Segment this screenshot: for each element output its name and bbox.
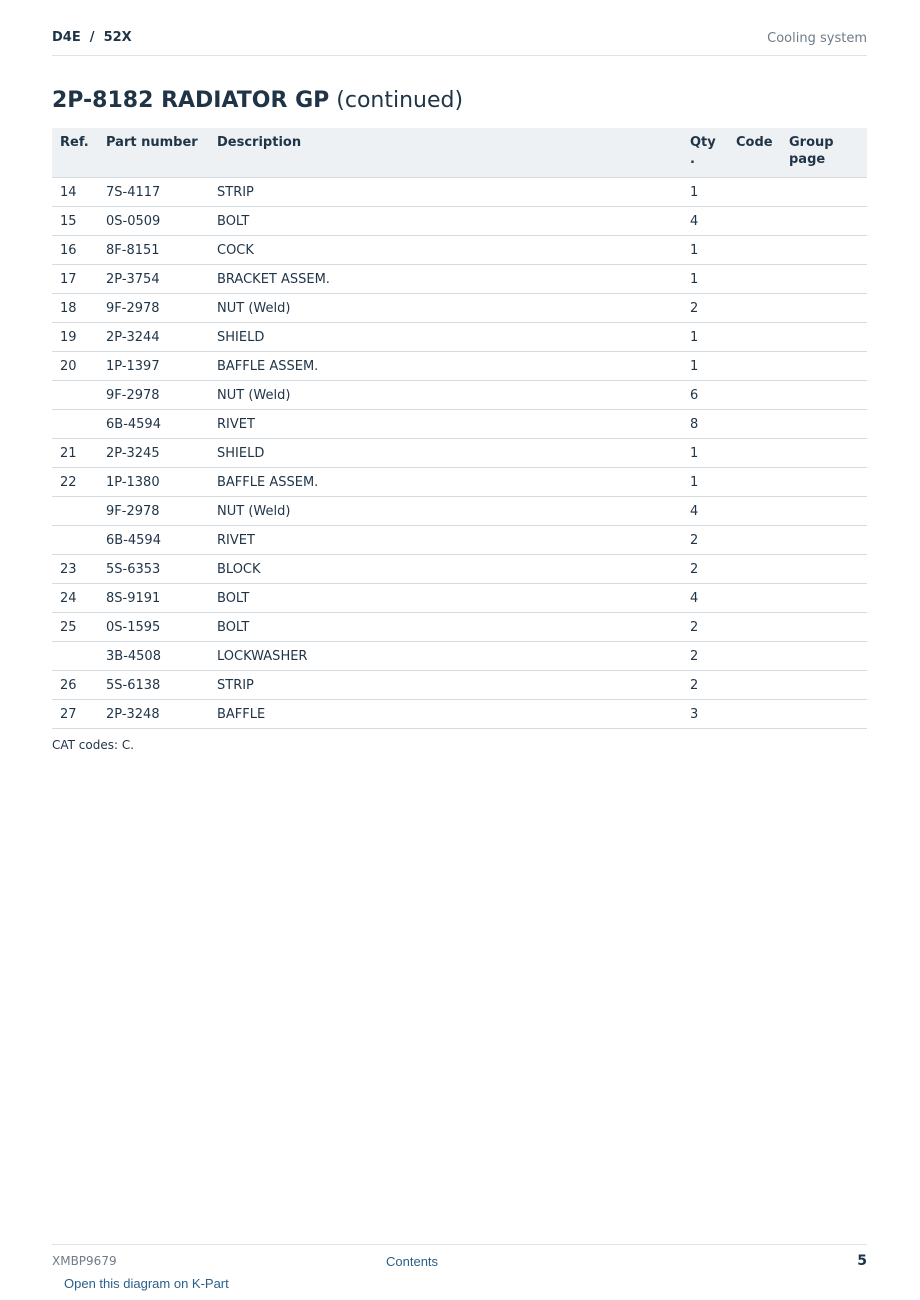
cell-description: BAFFLE — [209, 700, 682, 729]
cell-description: BOLT — [209, 584, 682, 613]
header-part-number: Part number — [98, 128, 209, 178]
header-group-page-line2: page — [789, 152, 826, 167]
cell-ref — [52, 410, 98, 439]
table-row — [52, 642, 867, 671]
cell-ref: 14 — [52, 178, 98, 207]
cell-qty: 1 — [682, 178, 728, 207]
header-qty-line1: Qty — [690, 135, 716, 150]
cell-part-number: 9F-2978 — [98, 381, 209, 410]
cell-qty: 2 — [682, 555, 728, 584]
cell-part-number: 9F-2978 — [98, 294, 209, 323]
table-row — [52, 236, 867, 265]
cell-description: COCK — [209, 236, 682, 265]
table-row — [52, 323, 867, 352]
parts-table-body — [52, 178, 867, 729]
cell-part-number: 5S-6353 — [98, 555, 209, 584]
cell-ref: 24 — [52, 584, 98, 613]
model-breadcrumb: D4E / 52X — [52, 30, 132, 45]
cell-qty: 2 — [682, 642, 728, 671]
cell-ref: 19 — [52, 323, 98, 352]
cell-code — [728, 642, 781, 671]
cell-group-page — [781, 613, 867, 642]
cell-ref: 15 — [52, 207, 98, 236]
cell-code — [728, 207, 781, 236]
cell-part-number: 8S-9191 — [98, 584, 209, 613]
cell-description: STRIP — [209, 671, 682, 700]
page-header — [52, 28, 867, 56]
table-row — [52, 352, 867, 381]
cell-group-page — [781, 352, 867, 381]
cell-description: BRACKET ASSEM. — [209, 265, 682, 294]
table-row — [52, 613, 867, 642]
cell-group-page — [781, 468, 867, 497]
cell-code — [728, 294, 781, 323]
cell-description: STRIP — [209, 178, 682, 207]
cell-ref — [52, 381, 98, 410]
cell-group-page — [781, 294, 867, 323]
cell-part-number: 1P-1397 — [98, 352, 209, 381]
cell-qty: 3 — [682, 700, 728, 729]
cell-code — [728, 555, 781, 584]
cell-ref — [52, 642, 98, 671]
cell-qty: 1 — [682, 323, 728, 352]
cell-ref: 26 — [52, 671, 98, 700]
header-qty — [682, 128, 728, 178]
cell-ref: 27 — [52, 700, 98, 729]
parts-table — [52, 128, 867, 729]
cell-part-number: 8F-8151 — [98, 236, 209, 265]
cell-code — [728, 700, 781, 729]
table-row — [52, 265, 867, 294]
cell-description: NUT (Weld) — [209, 497, 682, 526]
cell-group-page — [781, 381, 867, 410]
cell-ref: 17 — [52, 265, 98, 294]
cell-part-number: 2P-3754 — [98, 265, 209, 294]
cell-code — [728, 178, 781, 207]
title-main: 2P-8182 RADIATOR GP — [52, 88, 330, 113]
cell-group-page — [781, 439, 867, 468]
cell-ref: 23 — [52, 555, 98, 584]
cell-description: RIVET — [209, 526, 682, 555]
table-row — [52, 439, 867, 468]
header-qty-line2: . — [690, 152, 695, 167]
page-title — [52, 88, 463, 113]
cell-code — [728, 323, 781, 352]
cell-group-page — [781, 236, 867, 265]
cell-code — [728, 526, 781, 555]
cell-group-page — [781, 555, 867, 584]
cell-description: NUT (Weld) — [209, 294, 682, 323]
cell-part-number: 9F-2978 — [98, 497, 209, 526]
cell-group-page — [781, 642, 867, 671]
cell-description: BAFFLE ASSEM. — [209, 352, 682, 381]
cell-part-number: 2P-3248 — [98, 700, 209, 729]
document-id: XMBP9679 — [52, 1254, 117, 1268]
cell-ref: 25 — [52, 613, 98, 642]
table-row — [52, 497, 867, 526]
cell-part-number: 6B-4594 — [98, 410, 209, 439]
cell-group-page — [781, 323, 867, 352]
cell-code — [728, 352, 781, 381]
cell-group-page — [781, 265, 867, 294]
header-description: Description — [209, 128, 682, 178]
table-row — [52, 555, 867, 584]
cell-code — [728, 497, 781, 526]
cell-part-number: 5S-6138 — [98, 671, 209, 700]
page-number: 5 — [857, 1253, 867, 1269]
cell-ref: 20 — [52, 352, 98, 381]
cell-qty: 1 — [682, 468, 728, 497]
cell-group-page — [781, 584, 867, 613]
cell-code — [728, 381, 781, 410]
cell-code — [728, 671, 781, 700]
cell-code — [728, 613, 781, 642]
cell-code — [728, 410, 781, 439]
cell-part-number: 7S-4117 — [98, 178, 209, 207]
cell-group-page — [781, 671, 867, 700]
cell-ref: 18 — [52, 294, 98, 323]
cell-part-number: 2P-3244 — [98, 323, 209, 352]
table-row — [52, 671, 867, 700]
header-group-page-line1: Group — [789, 135, 834, 150]
cell-group-page — [781, 207, 867, 236]
cell-ref: 22 — [52, 468, 98, 497]
cell-description: RIVET — [209, 410, 682, 439]
cell-code — [728, 584, 781, 613]
cell-qty: 4 — [682, 207, 728, 236]
cell-qty: 6 — [682, 381, 728, 410]
header-group-page — [781, 128, 867, 178]
cell-part-number: 2P-3245 — [98, 439, 209, 468]
cell-part-number: 1P-1380 — [98, 468, 209, 497]
cell-part-number: 3B-4508 — [98, 642, 209, 671]
cell-ref — [52, 526, 98, 555]
cell-qty: 2 — [682, 671, 728, 700]
cell-qty: 1 — [682, 352, 728, 381]
cell-code — [728, 468, 781, 497]
cell-group-page — [781, 700, 867, 729]
table-row — [52, 410, 867, 439]
cell-ref: 21 — [52, 439, 98, 468]
cell-description: BOLT — [209, 207, 682, 236]
cell-description: LOCKWASHER — [209, 642, 682, 671]
cell-code — [728, 236, 781, 265]
cell-qty: 2 — [682, 613, 728, 642]
table-row — [52, 178, 867, 207]
section-name: Cooling system — [767, 31, 867, 46]
table-row — [52, 294, 867, 323]
cell-description: BOLT — [209, 613, 682, 642]
cell-qty: 8 — [682, 410, 728, 439]
cell-qty: 4 — [682, 584, 728, 613]
cell-description: SHIELD — [209, 323, 682, 352]
cell-group-page — [781, 497, 867, 526]
cell-qty: 2 — [682, 526, 728, 555]
cell-description: BLOCK — [209, 555, 682, 584]
cell-part-number: 0S-0509 — [98, 207, 209, 236]
table-row — [52, 700, 867, 729]
page-footer — [52, 1244, 867, 1275]
cell-part-number: 6B-4594 — [98, 526, 209, 555]
cell-qty: 1 — [682, 439, 728, 468]
cell-description: NUT (Weld) — [209, 381, 682, 410]
title-suffix: (continued) — [329, 88, 464, 113]
cell-ref: 16 — [52, 236, 98, 265]
table-row — [52, 381, 867, 410]
cell-code — [728, 265, 781, 294]
table-row — [52, 584, 867, 613]
cell-part-number: 0S-1595 — [98, 613, 209, 642]
table-header-row — [52, 128, 867, 178]
cell-qty: 1 — [682, 236, 728, 265]
table-row — [52, 207, 867, 236]
cell-ref — [52, 497, 98, 526]
cell-qty: 1 — [682, 265, 728, 294]
cell-description: BAFFLE ASSEM. — [209, 468, 682, 497]
cat-codes-note: CAT codes: C. — [52, 738, 135, 752]
cell-group-page — [781, 410, 867, 439]
header-code: Code — [728, 128, 781, 178]
cell-qty: 2 — [682, 294, 728, 323]
cell-description: SHIELD — [209, 439, 682, 468]
table-row — [52, 468, 867, 497]
header-ref: Ref. — [52, 128, 98, 178]
cell-code — [728, 439, 781, 468]
contents-link[interactable]: Contents — [386, 1254, 439, 1269]
table-row — [52, 526, 867, 555]
cell-group-page — [781, 526, 867, 555]
cell-qty: 4 — [682, 497, 728, 526]
cell-group-page — [781, 178, 867, 207]
open-kpart-link[interactable]: Open this diagram on K-Part — [64, 1276, 229, 1291]
